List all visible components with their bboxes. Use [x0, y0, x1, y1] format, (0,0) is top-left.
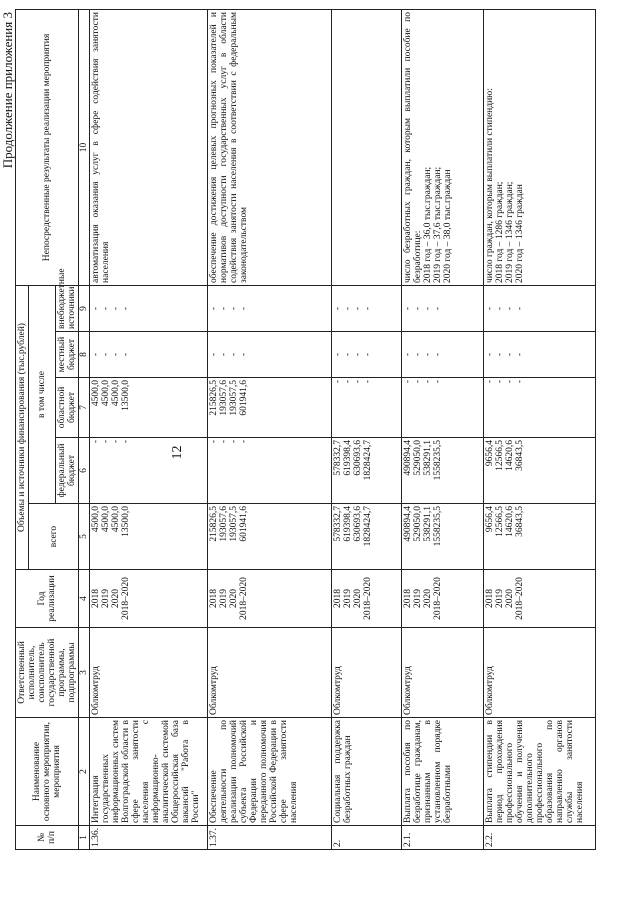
amount-local: - [101, 352, 111, 357]
amount-regional: 13500,0 [121, 380, 131, 411]
activity-name: Выплата пособия по безработице гражданам, признанным в установленном порядке безработными [402, 718, 484, 826]
amount-federal: 12566,5 [495, 440, 505, 471]
result-text: число граждан, которым выплатили стипендию: [485, 88, 495, 283]
appendix-label: Продолжение приложения 3 [0, 12, 15, 169]
amount-federal-cell [484, 438, 596, 504]
implementation-year: 2019 [101, 589, 111, 608]
implementation-year: 2019 [495, 589, 505, 608]
header-extra: внебюджетные источники [56, 285, 79, 331]
amount-local: - [333, 352, 343, 357]
amount-extra: - [111, 306, 121, 311]
amount-extra: - [121, 306, 131, 311]
amount-total: 1558235,5 [433, 506, 443, 547]
amount-local: - [363, 352, 373, 357]
amount-extra: - [413, 306, 423, 311]
amount-total-cell [402, 504, 484, 570]
direct-result [90, 9, 208, 285]
amount-local-cell [208, 332, 332, 378]
amount-extra: - [433, 306, 443, 311]
amount-total: 630693,6 [353, 506, 363, 542]
amount-extra: - [363, 306, 373, 311]
implementation-year-cell [484, 570, 596, 628]
column-number: 1 [79, 826, 90, 850]
responsible-executor: Облкомтруд [332, 628, 402, 718]
implementation-year-cell [402, 570, 484, 628]
amount-total: 9656,4 [485, 506, 495, 533]
amount-regional: - [333, 380, 343, 384]
amount-federal-cell [332, 438, 402, 504]
amount-federal: 36843,5 [515, 440, 525, 471]
table-row [332, 9, 402, 849]
responsible-executor: Облкомтруд [402, 628, 484, 718]
amount-regional: 215826,5 [209, 380, 219, 416]
amount-local: - [239, 352, 249, 357]
column-number: 3 [79, 628, 90, 718]
result-line: 2019 год – 37,6 тыс.граждан; [433, 166, 443, 283]
amount-local: - [515, 352, 525, 357]
amount-federal: 490894,4 [403, 440, 413, 476]
amount-total-cell [208, 504, 332, 570]
implementation-year: 2019 [343, 589, 353, 608]
amount-total-cell [90, 504, 208, 570]
header-name: Наименование основного мероприятия, мероприятия [16, 718, 79, 826]
amount-local-cell [402, 332, 484, 378]
table-row [484, 9, 596, 849]
amount-extra-cell [332, 285, 402, 331]
amount-total: 13500,0 [121, 506, 131, 537]
amount-total: 490894,4 [403, 506, 413, 542]
amount-federal: - [239, 440, 249, 444]
amount-federal: - [219, 440, 229, 444]
amount-total-cell [484, 504, 596, 570]
amount-total: 1828424,7 [363, 506, 373, 547]
implementation-year: 2018 [403, 589, 413, 608]
amount-local: - [229, 352, 239, 357]
amount-total: 215826,5 [209, 506, 219, 542]
amount-local-cell [90, 332, 208, 378]
amount-total-cell [332, 504, 402, 570]
amount-total: 529050,0 [413, 506, 423, 542]
amount-federal: - [91, 440, 101, 444]
activity-name: Интеграция государственных информационных систем Волгоградской области в сфере занятости населения с информационно-аналитической системой Общероссийская база вакансий "Работа в России" [90, 718, 208, 826]
amount-local: - [121, 352, 131, 357]
amount-extra: - [333, 306, 343, 311]
implementation-year: 2018–2020 [121, 577, 131, 620]
implementation-year: 2020 [505, 589, 515, 608]
amount-local: - [353, 352, 363, 357]
implementation-year: 2019 [219, 589, 229, 608]
implementation-year: 2018–2020 [363, 577, 373, 620]
result-line: 2018 год – 36,0 тыс.граждан; [423, 166, 433, 283]
activity-name: Обеспечение деятельности по реализации полномочий субъекта Российской Федерации и переданного полномочия Российской Федерации в сфере занятости населения [208, 718, 332, 826]
amount-federal: - [101, 440, 111, 444]
amount-regional: 4500,0 [91, 380, 101, 407]
amount-regional-cell [90, 378, 208, 438]
responsible-executor: Облкомтруд [90, 628, 208, 718]
amount-local: - [343, 352, 353, 357]
amount-total: 193057,5 [229, 506, 239, 542]
amount-federal: 538291,1 [423, 440, 433, 476]
page-number: 12 [170, 445, 185, 460]
amount-local-cell [484, 332, 596, 378]
amount-regional: - [353, 380, 363, 384]
amount-federal: 9656,4 [485, 440, 495, 467]
amount-regional: - [343, 380, 353, 384]
implementation-year: 2018 [209, 589, 219, 608]
responsible-executor: Облкомтруд [208, 628, 332, 718]
direct-result [208, 9, 332, 285]
implementation-year: 2020 [229, 589, 239, 608]
amount-federal: 578332,7 [333, 440, 343, 476]
amount-total: 4500,0 [111, 506, 121, 533]
amount-federal: 630693,6 [353, 440, 363, 476]
amount-regional: 601941,6 [239, 380, 249, 416]
amount-extra-cell [208, 285, 332, 331]
row-number: 2.1. [402, 826, 484, 850]
header-results: Непосредственные результаты реализации мероприятия [16, 9, 79, 285]
amount-total: 4500,0 [101, 506, 111, 533]
implementation-year: 2018 [333, 589, 343, 608]
amount-regional: - [495, 380, 505, 384]
row-number: 1.36. [90, 826, 208, 850]
amount-federal: - [111, 440, 121, 444]
implementation-year: 2018–2020 [433, 577, 443, 620]
amount-total: 193057,6 [219, 506, 229, 542]
amount-local: - [505, 352, 515, 357]
amount-extra-cell [402, 285, 484, 331]
amount-local: - [485, 352, 495, 357]
amount-extra: - [229, 306, 239, 311]
implementation-year: 2018–2020 [515, 577, 525, 620]
amount-federal: - [229, 440, 239, 444]
header-year: Год реализации [16, 570, 79, 628]
direct-result [484, 9, 596, 285]
amount-regional: - [433, 380, 443, 384]
result-text: автоматизация оказания услуг в сфере содействия занятости населения [91, 11, 111, 283]
amount-regional: - [505, 380, 515, 384]
amount-federal: 14620,6 [505, 440, 515, 471]
activity-name: Социальная поддержка безработных граждан [332, 718, 402, 826]
amount-local: - [219, 352, 229, 357]
column-numbers-row [79, 9, 90, 849]
amount-local: - [495, 352, 505, 357]
implementation-year: 2018 [485, 589, 495, 608]
implementation-year-cell [90, 570, 208, 628]
amount-local: - [433, 352, 443, 357]
implementation-year: 2020 [423, 589, 433, 608]
amount-regional: 193057,5 [229, 380, 239, 416]
result-line: 2019 год – 1346 граждан; [505, 181, 515, 283]
amount-extra: - [101, 306, 111, 311]
amount-federal: 619398,4 [343, 440, 353, 476]
amount-regional-cell [332, 378, 402, 438]
amount-extra: - [485, 306, 495, 311]
amount-total: 14620,6 [505, 506, 515, 537]
header-no: № п/п [16, 826, 79, 850]
amount-extra: - [239, 306, 249, 311]
amount-regional-cell [484, 378, 596, 438]
header-federal: федеральный бюджет [56, 438, 79, 504]
implementation-year: 2020 [111, 589, 121, 608]
result-line: 2018 год – 1286 граждан; [495, 181, 505, 283]
implementation-year: 2020 [353, 589, 363, 608]
implementation-year-cell [332, 570, 402, 628]
result-text: обеспечение достижения целевых прогнозных показателей и нормативов доступности государственных услуг в области содействия занятости населения в соответствии с федеральным законодательством [209, 11, 249, 283]
amount-federal: 1828424,7 [363, 440, 373, 481]
amount-extra: - [515, 306, 525, 311]
header-total: всего [29, 504, 79, 570]
amount-total: 538291,1 [423, 506, 433, 542]
column-number: 9 [79, 285, 90, 331]
amount-regional: 4500,0 [111, 380, 121, 407]
amount-extra: - [505, 306, 515, 311]
header-financing: Объемы и источники финансирования (тыс.рублей) [16, 285, 29, 569]
column-number: 2 [79, 718, 90, 826]
program-table [15, 9, 596, 850]
amount-total: 578332,7 [333, 506, 343, 542]
amount-total: 4500,0 [91, 506, 101, 533]
amount-federal-cell [90, 438, 208, 504]
result-line: 2020 год – 1346 граждан [515, 184, 525, 283]
amount-regional: - [363, 380, 373, 384]
column-number: 6 [79, 438, 90, 504]
amount-regional-cell [208, 378, 332, 438]
amount-regional: - [485, 380, 495, 384]
amount-total: 36843,5 [515, 506, 525, 537]
amount-regional: 193057,6 [219, 380, 229, 416]
column-number: 4 [79, 570, 90, 628]
amount-local: - [209, 352, 219, 357]
amount-federal: - [209, 440, 219, 444]
implementation-year: 2018–2020 [239, 577, 249, 620]
amount-extra: - [343, 306, 353, 311]
result-text: число безработных граждан, которым выплатили пособие по безработице: [403, 11, 423, 283]
amount-regional: - [403, 380, 413, 384]
amount-extra: - [219, 306, 229, 311]
column-number: 7 [79, 378, 90, 438]
amount-extra-cell [90, 285, 208, 331]
responsible-executor: Облкомтруд [484, 628, 596, 718]
amount-federal: 1558235,5 [433, 440, 443, 481]
direct-result [332, 9, 402, 285]
column-number: 5 [79, 504, 90, 570]
amount-local: - [91, 352, 101, 357]
amount-extra-cell [484, 285, 596, 331]
result-line: 2020 год – 38,0 тыс.граждан [443, 169, 453, 283]
amount-extra: - [91, 306, 101, 311]
column-number: 8 [79, 332, 90, 378]
amount-total: 619398,4 [343, 506, 353, 542]
amount-regional: - [423, 380, 433, 384]
activity-name: Выплата стипендии в период прохождения профессионального обучения и получения дополнительного профессионального образования по направлению органов службы занятости населения [484, 718, 596, 826]
implementation-year: 2018 [91, 589, 101, 608]
amount-federal: 529050,0 [413, 440, 423, 476]
amount-regional: 4500,0 [101, 380, 111, 407]
amount-regional: - [413, 380, 423, 384]
amount-regional-cell [402, 378, 484, 438]
column-number: 10 [79, 9, 90, 285]
amount-local: - [413, 352, 423, 357]
amount-total: 12566,5 [495, 506, 505, 537]
amount-federal-cell [402, 438, 484, 504]
table-row [208, 9, 332, 849]
amount-federal-cell [208, 438, 332, 504]
amount-extra: - [423, 306, 433, 311]
table-row [90, 9, 208, 849]
header-regional: областной бюджет [56, 378, 79, 438]
header-including: в том числе [29, 285, 56, 503]
direct-result [402, 9, 484, 285]
amount-local-cell [332, 332, 402, 378]
amount-local: - [403, 352, 413, 357]
amount-extra: - [403, 306, 413, 311]
amount-total: 601941,6 [239, 506, 249, 542]
amount-extra: - [495, 306, 505, 311]
header-executor: Ответственный исполнитель, соисполнитель государственной программы, подпрограммы [16, 628, 79, 718]
amount-regional: - [515, 380, 525, 384]
amount-federal: - [121, 440, 131, 444]
amount-extra: - [353, 306, 363, 311]
implementation-year-cell [208, 570, 332, 628]
row-number: 1.37. [208, 826, 332, 850]
row-number: 2. [332, 826, 402, 850]
amount-local: - [111, 352, 121, 357]
amount-extra: - [209, 306, 219, 311]
row-number: 2.2. [484, 826, 596, 850]
amount-local: - [423, 352, 433, 357]
table-row [402, 9, 484, 849]
implementation-year: 2019 [413, 589, 423, 608]
header-local: местный бюджет [56, 332, 79, 378]
